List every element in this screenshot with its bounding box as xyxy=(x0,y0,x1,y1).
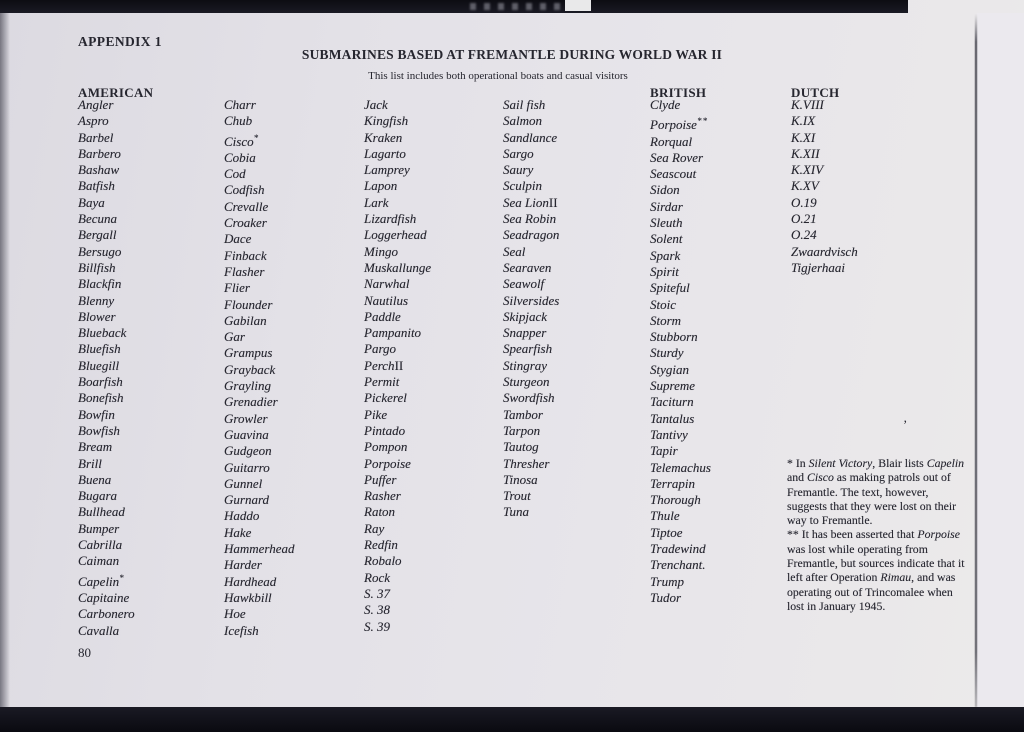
list-item: Skipjack xyxy=(503,308,548,324)
list-item: Tinosa xyxy=(503,471,538,487)
british-names-column xyxy=(650,97,711,606)
list-item: Thule xyxy=(650,508,680,524)
list-item: Stingray xyxy=(503,357,548,373)
list-item: Seawolf xyxy=(503,276,545,292)
list-item: Sidon xyxy=(650,182,680,198)
list-item: Puffer xyxy=(364,471,397,487)
list-item: Dace xyxy=(224,231,252,247)
list-item: K.XIV xyxy=(791,162,824,178)
list-item: Cavalla xyxy=(78,622,120,638)
scan-edge-top xyxy=(0,0,908,13)
list-item: Kingfish xyxy=(364,113,409,129)
list-item: Porpoise xyxy=(364,455,411,471)
list-item: K.VIII xyxy=(791,97,824,112)
list-item: Sea Robin xyxy=(503,211,557,227)
list-item: Lapon xyxy=(364,178,398,194)
list-item: Sandlance xyxy=(503,129,558,145)
list-item: K.IX xyxy=(791,113,816,129)
list-item: Guavina xyxy=(224,426,269,442)
list-item: Trenchant. xyxy=(650,557,706,573)
list-item: Flasher xyxy=(224,263,265,279)
list-item: Hoe xyxy=(224,606,246,622)
list-item: Terrapin xyxy=(650,475,696,491)
list-item: Icefish xyxy=(224,622,259,638)
list-item: Blueback xyxy=(78,325,127,341)
list-item: Snapper xyxy=(503,325,547,341)
appendix-label: APPENDIX 1 xyxy=(78,34,162,49)
list-item: Cobia xyxy=(224,149,256,165)
list-item: Cod xyxy=(224,166,246,182)
list-item: Tuna xyxy=(503,504,530,520)
list-item: Haddo xyxy=(224,508,260,524)
list-item: Bugara xyxy=(78,488,117,504)
list-item: Trump xyxy=(650,573,684,589)
list-item: Lizardfish xyxy=(364,211,417,227)
list-item: Muskallunge xyxy=(364,259,432,275)
list-item: Cabrilla xyxy=(78,537,123,553)
list-item: Spirit xyxy=(650,263,679,279)
next-page-edge xyxy=(977,13,1024,707)
list-item: Searaven xyxy=(503,259,552,275)
scan-edge-left xyxy=(0,13,10,707)
list-item: Telemachus xyxy=(650,459,711,475)
list-item: Seal xyxy=(503,243,526,259)
list-item: Boarfish xyxy=(78,374,123,390)
list-item: Bersugo xyxy=(78,243,122,259)
list-item: Caiman xyxy=(78,553,120,569)
page-crease-line xyxy=(975,14,977,707)
list-item: Jack xyxy=(364,97,388,112)
list-item: Tantalus xyxy=(650,410,695,426)
list-item: Tambor xyxy=(503,406,543,422)
list-item: Narwhal xyxy=(364,276,410,292)
list-item: Tautog xyxy=(503,439,539,455)
list-item: Pompon xyxy=(364,439,408,455)
footnotes-block xyxy=(787,456,965,613)
list-item: Saury xyxy=(503,162,534,178)
list-item: Codfish xyxy=(224,182,265,198)
american-names-column-2 xyxy=(224,97,295,639)
list-item: Lamprey xyxy=(364,162,410,178)
list-item: Sleuth xyxy=(650,215,683,231)
list-item: Robalo xyxy=(364,553,402,569)
list-item: Bluegill xyxy=(78,357,120,373)
list-item: Thresher xyxy=(503,455,550,471)
list-item: Seadragon xyxy=(503,227,560,243)
list-item: Bashaw xyxy=(78,162,120,178)
list-item: Lark xyxy=(364,194,389,210)
dutch-names-column xyxy=(791,97,858,276)
american-names-column-3 xyxy=(364,97,431,635)
list-item: Finback xyxy=(224,247,267,263)
list-item: Redfin xyxy=(364,537,398,553)
list-item: Stygian xyxy=(650,361,689,377)
list-item: Stoic xyxy=(650,296,676,312)
list-item: Rasher xyxy=(364,488,401,504)
list-item: Harder xyxy=(224,557,262,573)
american-names-column-1 xyxy=(78,97,135,639)
list-item: Barbel xyxy=(78,129,114,145)
list-item: S. 39 xyxy=(364,618,390,634)
list-item: Bowfish xyxy=(78,422,120,438)
page-title: SUBMARINES BASED AT FREMANTLE DURING WORLD WAR II xyxy=(301,47,723,62)
list-item: Zwaardvisch xyxy=(791,243,858,259)
list-item: O.21 xyxy=(791,211,817,227)
list-item: Grayback xyxy=(224,361,276,377)
list-item: Gudgeon xyxy=(224,443,272,459)
list-item: Pargo xyxy=(364,341,397,357)
list-item: Capelin* xyxy=(78,572,125,589)
list-item: Loggerhead xyxy=(364,227,427,243)
list-item: Paddle xyxy=(364,308,401,324)
list-item: Tantivy xyxy=(650,426,688,442)
list-item: O.19 xyxy=(791,194,817,210)
list-item: S. 37 xyxy=(364,585,390,601)
list-item: Angler xyxy=(78,97,114,112)
list-item: Bumper xyxy=(78,520,120,536)
list-item: Grampus xyxy=(224,345,273,361)
list-item: Chub xyxy=(224,113,253,129)
scan-edge-bottom xyxy=(0,707,1024,732)
list-item: Bonefish xyxy=(78,390,124,406)
list-item: Pintado xyxy=(364,422,406,438)
list-item: Blackfin xyxy=(78,276,122,292)
list-item: Crevalle xyxy=(224,198,269,214)
list-item: Grenadier xyxy=(224,394,278,410)
list-item: Gunnel xyxy=(224,475,263,491)
list-item: Aspro xyxy=(78,113,109,129)
list-item: Baya xyxy=(78,194,105,210)
list-item: Porpoise** xyxy=(650,116,708,133)
list-item: Seascout xyxy=(650,166,697,182)
list-item: Sturgeon xyxy=(503,374,550,390)
list-item: Ray xyxy=(364,520,385,536)
list-item: Gar xyxy=(224,329,245,345)
list-item: Batfish xyxy=(78,178,115,194)
list-item: Spearfish xyxy=(503,341,553,357)
list-item: Sturdy xyxy=(650,345,684,361)
list-item: Rorqual xyxy=(650,133,693,149)
list-item: Thorough xyxy=(650,492,701,508)
list-item: Tudor xyxy=(650,589,682,605)
list-item: Tigjerhaai xyxy=(791,259,845,275)
list-item: Salmon xyxy=(503,113,542,129)
list-item: Sculpin xyxy=(503,178,542,194)
list-item: S. 38 xyxy=(364,602,390,618)
list-item: Solent xyxy=(650,231,683,247)
footnote-porpoise: ** It has been asserted that Porpoise was lost while operating from Fremantle, but sources indicate that it left after Operation Rimau, and was operating out of Trincomalee when lost in January 1945. xyxy=(787,527,965,613)
page-subtitle: This list includes both operational boats and casual visitors xyxy=(368,70,628,82)
list-item: Lagarto xyxy=(364,145,406,161)
list-item: Bullhead xyxy=(78,504,125,520)
list-item: Croaker xyxy=(224,215,267,231)
american-names-column-4 xyxy=(503,97,559,521)
list-item: Taciturn xyxy=(650,394,694,410)
list-item: Bergall xyxy=(78,227,117,243)
list-item: Tarpon xyxy=(503,422,541,438)
list-item: Mingo xyxy=(364,243,398,259)
list-item: Sea LionII xyxy=(503,194,558,210)
list-item: Sea Rover xyxy=(650,149,704,165)
list-item: Grayling xyxy=(224,378,271,394)
list-item: Nautilus xyxy=(364,292,409,308)
list-item: Swordfish xyxy=(503,390,555,406)
list-item: Barbero xyxy=(78,145,121,161)
list-item: Gabilan xyxy=(224,312,267,328)
column-header-american: AMERICAN xyxy=(78,85,154,100)
list-item: Growler xyxy=(224,410,268,426)
list-item: Buena xyxy=(78,471,112,487)
list-item: Gurnard xyxy=(224,492,270,508)
list-item: Tapir xyxy=(650,443,678,459)
list-item: K.XV xyxy=(791,178,819,194)
list-item: Bream xyxy=(78,439,113,455)
list-item: Sail fish xyxy=(503,97,546,112)
list-item: Tradewind xyxy=(650,541,706,557)
list-item: Hake xyxy=(224,524,252,540)
list-item: Billfish xyxy=(78,259,116,275)
list-item: Pampanito xyxy=(364,325,422,341)
list-item: K.XII xyxy=(791,145,820,161)
list-item: Capitaine xyxy=(78,589,130,605)
scan-notch xyxy=(565,0,591,11)
list-item: Charr xyxy=(224,97,256,112)
list-item: Kraken xyxy=(364,129,403,145)
list-item: Pickerel xyxy=(364,390,407,406)
list-item: Rock xyxy=(364,569,390,585)
list-item: Hawkbill xyxy=(224,589,272,605)
list-item: Blenny xyxy=(78,292,115,308)
list-item: Carbonero xyxy=(78,606,135,622)
list-item: Sargo xyxy=(503,145,534,161)
list-item: Raton xyxy=(364,504,396,520)
list-item: Clyde xyxy=(650,97,681,112)
column-header-dutch: DUTCH xyxy=(791,85,840,100)
list-item: Pike xyxy=(364,406,388,422)
stray-mark: ’ xyxy=(903,417,908,432)
list-item: Stubborn xyxy=(650,329,698,345)
footnote-capelin-cisco: * In Silent Victory, Blair lists Capelin and Cisco as making patrols out of Fremantle. The text, however, suggests that they were lost on their way to Fremantle. xyxy=(787,456,965,528)
list-item: Permit xyxy=(364,374,400,390)
list-item: O.24 xyxy=(791,227,817,243)
list-item: K.XI xyxy=(791,129,816,145)
list-item: Trout xyxy=(503,488,531,504)
list-item: Hardhead xyxy=(224,573,277,589)
list-item: Spiteful xyxy=(650,280,690,296)
list-item: Bowfin xyxy=(78,406,115,422)
list-item: Tiptoe xyxy=(650,524,683,540)
list-item: Cisco* xyxy=(224,132,260,149)
list-item: Flounder xyxy=(224,296,273,312)
list-item: Silversides xyxy=(503,292,560,308)
list-item: Becuna xyxy=(78,211,117,227)
list-item: Bluefish xyxy=(78,341,121,357)
list-item: Spark xyxy=(650,247,681,263)
column-header-british: BRITISH xyxy=(650,85,707,100)
list-item: Sirdar xyxy=(650,198,683,214)
list-item: Flier xyxy=(224,280,250,296)
page-number: 80 xyxy=(78,645,91,660)
scan-smudge xyxy=(470,3,562,10)
list-item: PerchII xyxy=(364,357,404,373)
list-item: Guitarro xyxy=(224,459,270,475)
list-item: Storm xyxy=(650,312,682,328)
list-item: Hammerhead xyxy=(224,541,295,557)
list-item: Brill xyxy=(78,455,102,471)
list-item: Blower xyxy=(78,308,116,324)
list-item: Supreme xyxy=(650,378,696,394)
